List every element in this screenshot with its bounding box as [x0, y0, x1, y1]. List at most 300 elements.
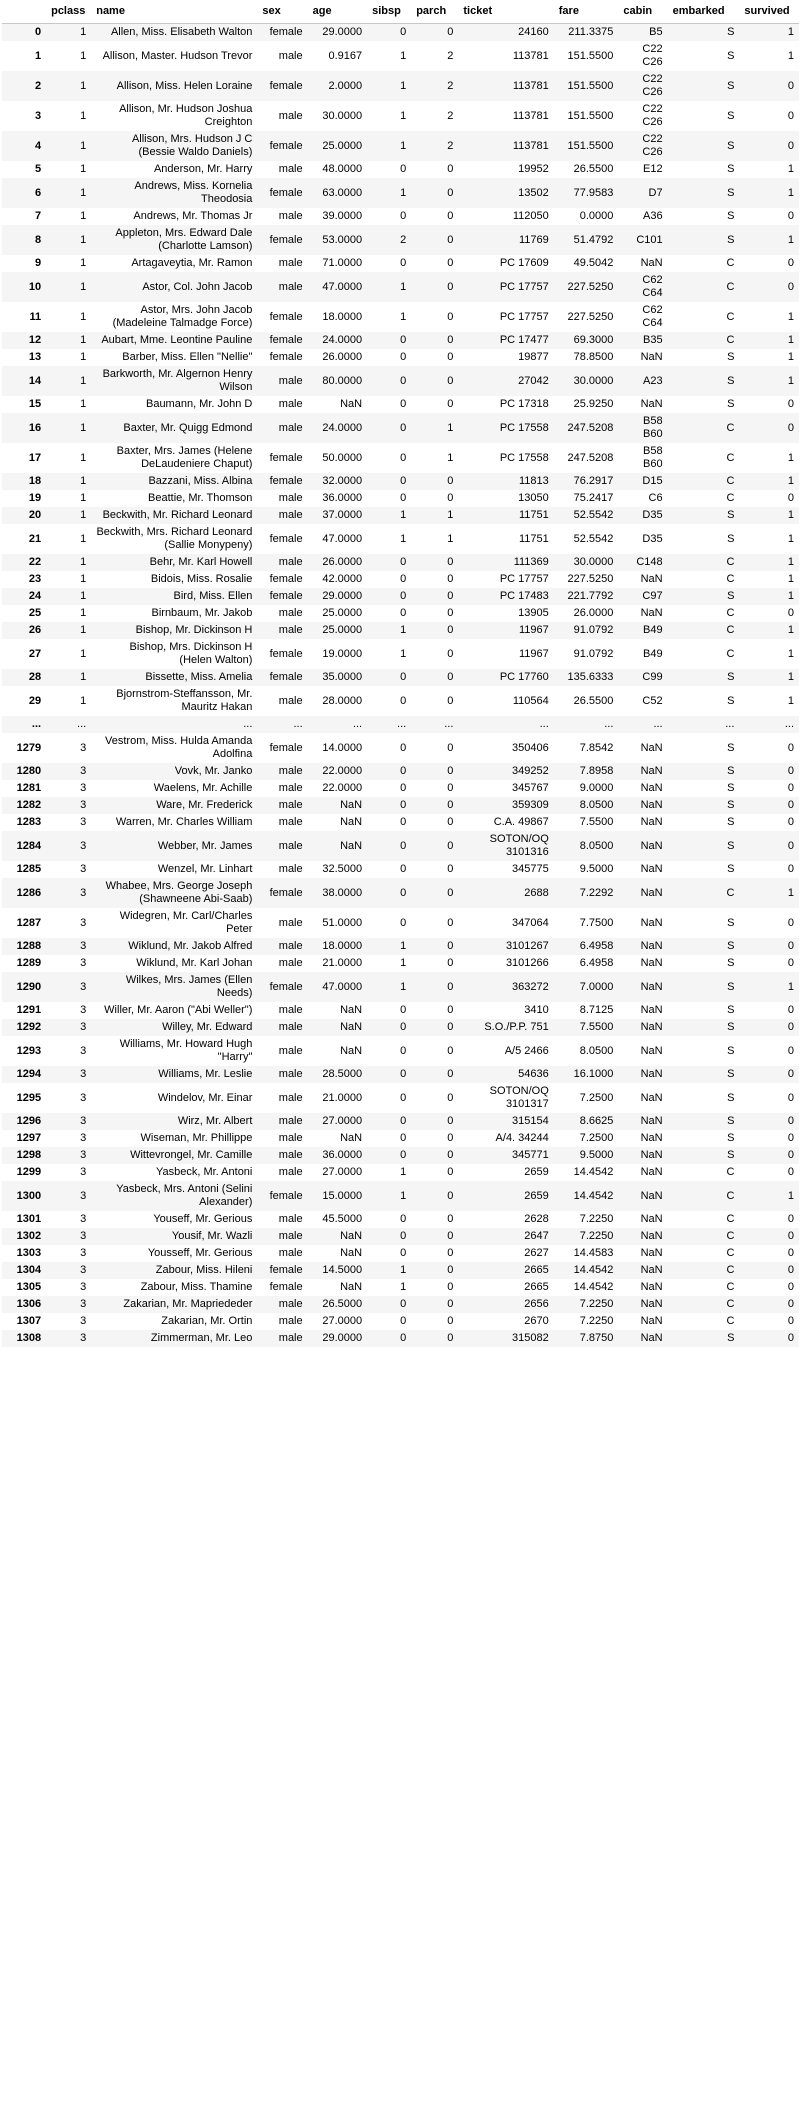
- cell-sibsp: 0: [400, 1068, 407, 1080]
- row-index: 1292: [16, 1021, 42, 1033]
- table-row: [2, 639, 799, 669]
- cell-parch: 0: [447, 1332, 454, 1344]
- table-row: [2, 1313, 799, 1330]
- row-index: 1289: [16, 957, 42, 969]
- cell-fare: 9.5000: [579, 1149, 614, 1161]
- cell-name: Yousseff, Mr. Gerious: [147, 1247, 253, 1259]
- cell-ticket: PC 17760: [499, 671, 549, 683]
- cell-fare: 7.5500: [579, 1021, 614, 1033]
- cell-name: Wilkes, Mrs. James (Ellen Needs): [125, 974, 253, 999]
- cell-survived: 1: [787, 671, 794, 683]
- row-index: 1304: [16, 1264, 42, 1276]
- cell-survived: 0: [787, 257, 794, 269]
- cell-cabin: NaN: [640, 782, 663, 794]
- table-row: [2, 1296, 799, 1313]
- cell-cabin: NaN: [640, 863, 663, 875]
- column-header-cabin: cabin: [618, 0, 667, 24]
- cell-pclass: 3: [80, 782, 87, 794]
- cell-embarked: S: [727, 1332, 735, 1344]
- cell-survived: 1: [787, 351, 794, 363]
- table-row: [2, 554, 799, 571]
- cell-sex: male: [278, 109, 303, 122]
- cell-embarked: S: [727, 839, 735, 852]
- cell-name: Allison, Mrs. Hudson J C (Bessie Waldo Daniels): [131, 133, 253, 158]
- column-header-fare: fare: [554, 0, 619, 24]
- column-header-embarked: embarked: [668, 0, 740, 24]
- cell-age: 50.0000: [322, 451, 363, 464]
- cell-parch: 0: [447, 624, 454, 636]
- cell-fare: 78.8500: [573, 351, 614, 363]
- cell-parch: 0: [447, 886, 454, 899]
- cell-sibsp: 0: [400, 1044, 407, 1057]
- cell-sibsp: 1: [400, 109, 407, 122]
- cell-parch: 0: [447, 940, 454, 952]
- cell-survived: 0: [787, 782, 794, 794]
- cell-age: 25.0000: [322, 624, 363, 636]
- cell-name: Williams, Mr. Leslie: [158, 1068, 253, 1080]
- cell-embarked: C: [726, 1264, 735, 1276]
- cell-cabin: NaN: [640, 1166, 663, 1178]
- cell-embarked: S: [727, 163, 735, 175]
- cell-age: NaN: [340, 1132, 363, 1144]
- table-row: [2, 1113, 799, 1130]
- row-index: 12: [28, 334, 42, 346]
- cell-embarked: C: [726, 1247, 735, 1259]
- cell-ticket: 2627: [524, 1247, 549, 1259]
- cell-pclass: 1: [80, 233, 87, 246]
- cell-sibsp: 0: [400, 374, 407, 387]
- cell-name: Andrews, Mr. Thomas Jr: [133, 210, 253, 222]
- cell-embarked: C: [726, 280, 735, 293]
- cell-parch: 0: [447, 590, 454, 602]
- cell-sex: male: [278, 1247, 303, 1259]
- cell-pclass: 3: [80, 1298, 87, 1310]
- cell-parch: 0: [447, 1132, 454, 1144]
- cell-age: 32.0000: [322, 475, 363, 487]
- cell-ticket: 54636: [518, 1068, 549, 1080]
- cell-survived: 0: [787, 799, 794, 811]
- cell-sex: male: [278, 957, 303, 969]
- cell-ticket: 2647: [524, 1230, 549, 1242]
- cell-fare: 7.2500: [579, 1091, 614, 1104]
- cell-name: Williams, Mr. Howard Hugh "Harry": [119, 1038, 253, 1063]
- cell-pclass: 1: [80, 492, 87, 504]
- cell-age: NaN: [340, 1247, 363, 1259]
- table-row: [2, 71, 799, 101]
- cell-survived: 1: [787, 624, 794, 636]
- cell-fare: 69.3000: [573, 334, 614, 346]
- cell-ticket: 345775: [512, 863, 549, 875]
- cell-survived: 0: [787, 607, 794, 619]
- cell-cabin: B35: [643, 334, 663, 346]
- cell-sibsp: 0: [400, 334, 407, 346]
- row-index: 7: [34, 210, 42, 222]
- cell-fare: 91.0792: [573, 647, 614, 660]
- cell-name: Zimmerman, Mr. Leo: [150, 1332, 253, 1344]
- cell-ticket: 112050: [512, 210, 549, 222]
- cell-survived: 0: [787, 1332, 794, 1344]
- cell-fare: 76.2917: [573, 475, 614, 487]
- cell-survived: 0: [787, 940, 794, 952]
- cell-pclass: 1: [80, 532, 87, 545]
- cell-sibsp: 0: [400, 916, 407, 929]
- cell-pclass: 3: [80, 1149, 87, 1161]
- cell-pclass: 3: [80, 816, 87, 828]
- cell-cabin: NaN: [640, 1264, 663, 1276]
- cell-fare: 14.4542: [573, 1264, 614, 1276]
- cell-survived: 0: [787, 1166, 794, 1178]
- cell-pclass: 1: [80, 351, 87, 363]
- cell-age: NaN: [340, 1044, 363, 1057]
- cell-parch: 0: [447, 573, 454, 585]
- cell-name: ...: [243, 718, 253, 730]
- cell-pclass: 3: [80, 957, 87, 969]
- cell-pclass: 3: [80, 839, 87, 852]
- table-row: [2, 366, 799, 396]
- cell-name: Wenzel, Mr. Linhart: [157, 863, 253, 875]
- cell-embarked: S: [727, 351, 735, 363]
- cell-name: Willey, Mr. Edward: [162, 1021, 253, 1033]
- cell-parch: 0: [447, 1264, 454, 1276]
- cell-sex: female: [269, 590, 303, 602]
- cell-cabin: NaN: [640, 351, 663, 363]
- cell-parch: 0: [447, 1044, 454, 1057]
- row-index: 29: [28, 694, 42, 707]
- cell-age: 32.5000: [322, 863, 363, 875]
- cell-ticket: 2628: [524, 1213, 549, 1225]
- cell-sibsp: 0: [400, 671, 407, 683]
- cell-name: Wiklund, Mr. Karl Johan: [136, 957, 253, 969]
- cell-sibsp: 0: [400, 163, 407, 175]
- cell-sex: female: [269, 532, 303, 545]
- cell-embarked: S: [727, 1044, 735, 1057]
- cell-survived: 0: [787, 1247, 794, 1259]
- cell-sex: male: [278, 374, 303, 387]
- cell-sibsp: 0: [400, 1115, 407, 1127]
- cell-fare: 7.5500: [579, 816, 614, 828]
- cell-cabin: C148: [636, 556, 663, 568]
- cell-fare: 30.0000: [573, 374, 614, 387]
- cell-sibsp: 0: [400, 492, 407, 504]
- cell-parch: 1: [447, 451, 454, 464]
- cell-sibsp: 0: [400, 475, 407, 487]
- cell-survived: 0: [787, 1132, 794, 1144]
- cell-ticket: 359309: [512, 799, 549, 811]
- cell-embarked: S: [727, 49, 735, 62]
- cell-pclass: 1: [80, 590, 87, 602]
- table-row: [2, 878, 799, 908]
- cell-pclass: 1: [80, 374, 87, 387]
- cell-sibsp: 0: [400, 799, 407, 811]
- cell-sex: male: [278, 421, 303, 434]
- cell-cabin: NaN: [640, 839, 663, 852]
- cell-cabin: B58 B60: [643, 415, 663, 440]
- cell-cabin: NaN: [640, 957, 663, 969]
- cell-cabin: C62 C64: [642, 304, 663, 329]
- cell-fare: 151.5500: [567, 109, 614, 122]
- cell-age: 26.0000: [322, 556, 363, 568]
- row-index: 1282: [16, 799, 42, 811]
- cell-survived: 0: [787, 1115, 794, 1127]
- cell-sex: female: [269, 79, 303, 92]
- cell-cabin: NaN: [640, 816, 663, 828]
- cell-ticket: PC 17483: [499, 590, 549, 602]
- cell-sex: male: [278, 1004, 303, 1016]
- cell-parch: 0: [447, 310, 454, 323]
- cell-ticket: 347064: [512, 916, 549, 929]
- cell-fare: 8.0500: [579, 839, 614, 852]
- cell-cabin: NaN: [640, 980, 663, 993]
- row-index: 1286: [16, 886, 42, 899]
- cell-sex: ...: [293, 718, 303, 730]
- row-index: 24: [28, 590, 42, 602]
- cell-fare: 7.2292: [579, 886, 614, 899]
- cell-pclass: 3: [80, 1213, 87, 1225]
- cell-embarked: S: [727, 671, 735, 683]
- row-index: 1301: [16, 1213, 42, 1225]
- cell-survived: 1: [787, 163, 794, 175]
- cell-name: Behr, Mr. Karl Howell: [149, 556, 253, 568]
- cell-sex: male: [278, 556, 303, 568]
- cell-age: 27.0000: [322, 1166, 363, 1178]
- cell-pclass: 3: [80, 980, 87, 993]
- table-row: [2, 272, 799, 302]
- cell-sex: female: [269, 233, 303, 246]
- table-row: [2, 524, 799, 554]
- cell-ticket: SOTON/OQ 3101316: [489, 833, 549, 858]
- cell-name: Wiseman, Mr. Phillippe: [140, 1132, 253, 1144]
- cell-cabin: C22 C26: [642, 73, 663, 98]
- cell-age: 29.0000: [322, 590, 363, 602]
- cell-name: Astor, Mrs. John Jacob (Madeleine Talmadge Force): [112, 304, 253, 329]
- cell-fare: 14.4542: [573, 1281, 614, 1293]
- cell-survived: 1: [787, 374, 794, 387]
- cell-embarked: S: [727, 590, 735, 602]
- cell-ticket: 19877: [518, 351, 549, 363]
- table-row: [2, 908, 799, 938]
- cell-age: NaN: [340, 1021, 363, 1033]
- cell-pclass: ...: [77, 718, 87, 730]
- cell-name: Vestrom, Miss. Hulda Amanda Adolfina: [105, 735, 253, 760]
- column-header-parch: parch: [411, 0, 458, 24]
- cell-age: 27.0000: [322, 1115, 363, 1127]
- cell-age: 45.5000: [322, 1213, 363, 1225]
- cell-embarked: S: [727, 1149, 735, 1161]
- cell-embarked: S: [727, 957, 735, 969]
- cell-name: Bishop, Mr. Dickinson H: [135, 624, 253, 636]
- table-row: [2, 1211, 799, 1228]
- table-row: [2, 669, 799, 686]
- cell-sex: male: [278, 607, 303, 619]
- cell-sibsp: 0: [400, 210, 407, 222]
- cell-ticket: 11967: [518, 624, 549, 636]
- cell-sex: female: [269, 647, 303, 660]
- cell-survived: 1: [787, 1189, 794, 1202]
- cell-age: 38.0000: [322, 886, 363, 899]
- cell-age: NaN: [340, 816, 363, 828]
- cell-name: Yousif, Mr. Wazli: [171, 1230, 253, 1242]
- cell-pclass: 1: [80, 451, 87, 464]
- cell-pclass: 1: [80, 509, 87, 521]
- cell-sibsp: 0: [400, 1315, 407, 1327]
- cell-embarked: S: [727, 139, 735, 152]
- cell-survived: 0: [787, 1004, 794, 1016]
- cell-sex: male: [278, 765, 303, 777]
- cell-ticket: 2656: [524, 1298, 549, 1310]
- table-row: [2, 24, 799, 42]
- column-header-index: [2, 0, 46, 24]
- cell-ticket: 11751: [518, 532, 549, 545]
- cell-ticket: 315154: [512, 1115, 549, 1127]
- cell-sibsp: 0: [400, 1004, 407, 1016]
- cell-age: 26.0000: [322, 351, 363, 363]
- row-index: 10: [28, 280, 42, 293]
- table-row: [2, 443, 799, 473]
- cell-sibsp: 1: [400, 940, 407, 952]
- row-index: 8: [34, 233, 42, 246]
- cell-cabin: NaN: [640, 573, 663, 585]
- cell-sex: male: [278, 49, 303, 62]
- cell-name: Webber, Mr. James: [157, 839, 253, 852]
- row-index: 6: [34, 186, 42, 199]
- cell-age: 29.0000: [322, 1332, 363, 1344]
- cell-ticket: PC 17757: [499, 280, 549, 293]
- row-index: 1300: [16, 1189, 42, 1202]
- cell-sibsp: 0: [400, 398, 407, 410]
- table-row: [2, 763, 799, 780]
- cell-age: 15.0000: [322, 1189, 363, 1202]
- cell-name: Bissette, Miss. Amelia: [145, 671, 253, 683]
- cell-cabin: C22 C26: [642, 43, 663, 68]
- cell-sex: male: [278, 1091, 303, 1104]
- cell-parch: 0: [447, 765, 454, 777]
- table-row: [2, 413, 799, 443]
- cell-survived: 0: [787, 79, 794, 92]
- cell-ticket: 2665: [524, 1264, 549, 1276]
- cell-embarked: C: [726, 451, 735, 464]
- cell-name: Barkworth, Mr. Algernon Henry Wilson: [102, 368, 253, 393]
- cell-name: Zabour, Miss. Thamine: [140, 1281, 253, 1293]
- cell-embarked: S: [727, 799, 735, 811]
- table-row: [2, 1164, 799, 1181]
- cell-age: 47.0000: [322, 532, 363, 545]
- cell-parch: 1: [447, 532, 454, 545]
- cell-embarked: S: [727, 210, 735, 222]
- cell-ticket: 24160: [518, 26, 549, 38]
- cell-age: 28.0000: [322, 694, 363, 707]
- cell-sibsp: 0: [400, 1091, 407, 1104]
- cell-cabin: D35: [642, 532, 663, 545]
- cell-pclass: 1: [80, 310, 87, 323]
- table-row: [2, 1228, 799, 1245]
- cell-fare: 14.4583: [573, 1247, 614, 1259]
- cell-survived: 1: [787, 590, 794, 602]
- cell-fare: 227.5250: [567, 310, 614, 323]
- cell-cabin: C6: [648, 492, 663, 504]
- cell-sibsp: 0: [400, 1332, 407, 1344]
- cell-survived: ...: [784, 718, 794, 730]
- table-row: [2, 1279, 799, 1296]
- column-header-name: name: [91, 0, 257, 24]
- cell-cabin: NaN: [640, 1315, 663, 1327]
- cell-sibsp: 0: [400, 694, 407, 707]
- cell-fare: 8.7125: [579, 1004, 614, 1016]
- cell-name: Warren, Mr. Charles William: [115, 816, 253, 828]
- cell-pclass: 3: [80, 1230, 87, 1242]
- cell-pclass: 3: [80, 1068, 87, 1080]
- cell-age: 14.0000: [322, 741, 363, 754]
- row-index: 5: [34, 163, 42, 175]
- cell-sibsp: 0: [400, 741, 407, 754]
- cell-pclass: 1: [80, 421, 87, 434]
- cell-ticket: 315082: [512, 1332, 549, 1344]
- table-body: [2, 24, 799, 1348]
- cell-sex: female: [269, 26, 303, 38]
- cell-survived: 1: [787, 980, 794, 993]
- table-row: [2, 955, 799, 972]
- cell-embarked: S: [727, 694, 735, 707]
- cell-sex: male: [278, 1166, 303, 1178]
- table-row: [2, 225, 799, 255]
- cell-ticket: 11769: [518, 233, 549, 246]
- cell-survived: 0: [787, 741, 794, 754]
- cell-fare: 7.8542: [579, 741, 614, 754]
- cell-sex: male: [278, 694, 303, 707]
- cell-embarked: C: [726, 1281, 735, 1293]
- cell-sibsp: 0: [400, 590, 407, 602]
- cell-age: 48.0000: [322, 163, 363, 175]
- cell-fare: 25.9250: [573, 398, 614, 410]
- cell-name: Bjornstrom-Steffansson, Mr. Mauritz Hakan: [116, 688, 253, 713]
- cell-cabin: B58 B60: [643, 445, 663, 470]
- row-index: 4: [34, 139, 42, 152]
- cell-age: 21.0000: [322, 957, 363, 969]
- cell-pclass: 1: [80, 210, 87, 222]
- cell-ticket: 13050: [518, 492, 549, 504]
- row-index: 1308: [16, 1332, 42, 1344]
- cell-fare: 135.6333: [567, 671, 614, 683]
- cell-fare: 0.0000: [579, 210, 614, 222]
- table-row: [2, 302, 799, 332]
- cell-fare: 77.9583: [573, 186, 614, 199]
- cell-fare: 26.5500: [573, 163, 614, 175]
- cell-fare: 49.5042: [573, 257, 614, 269]
- cell-ticket: 13502: [518, 186, 549, 199]
- cell-age: 24.0000: [322, 334, 363, 346]
- cell-survived: 0: [787, 421, 794, 434]
- row-index: 1297: [16, 1132, 42, 1144]
- cell-ticket: PC 17609: [499, 257, 549, 269]
- cell-fare: 247.5208: [567, 421, 614, 434]
- cell-cabin: A23: [643, 374, 663, 387]
- table-row: [2, 780, 799, 797]
- cell-survived: 1: [787, 886, 794, 899]
- cell-survived: 1: [787, 49, 794, 62]
- cell-sex: male: [278, 1068, 303, 1080]
- cell-sex: male: [278, 210, 303, 222]
- cell-fare: 227.5250: [567, 573, 614, 585]
- cell-embarked: C: [726, 310, 735, 323]
- cell-name: Vovk, Mr. Janko: [174, 765, 253, 777]
- cell-name: Yasbeck, Mrs. Antoni (Selini Alexander): [116, 1183, 253, 1208]
- cell-survived: 0: [787, 1298, 794, 1310]
- row-index: 11: [29, 310, 42, 323]
- row-index: 21: [28, 532, 42, 545]
- cell-embarked: S: [727, 1132, 735, 1144]
- cell-sex: female: [269, 334, 303, 346]
- cell-embarked: C: [726, 1230, 735, 1242]
- cell-sibsp: 1: [400, 1281, 407, 1293]
